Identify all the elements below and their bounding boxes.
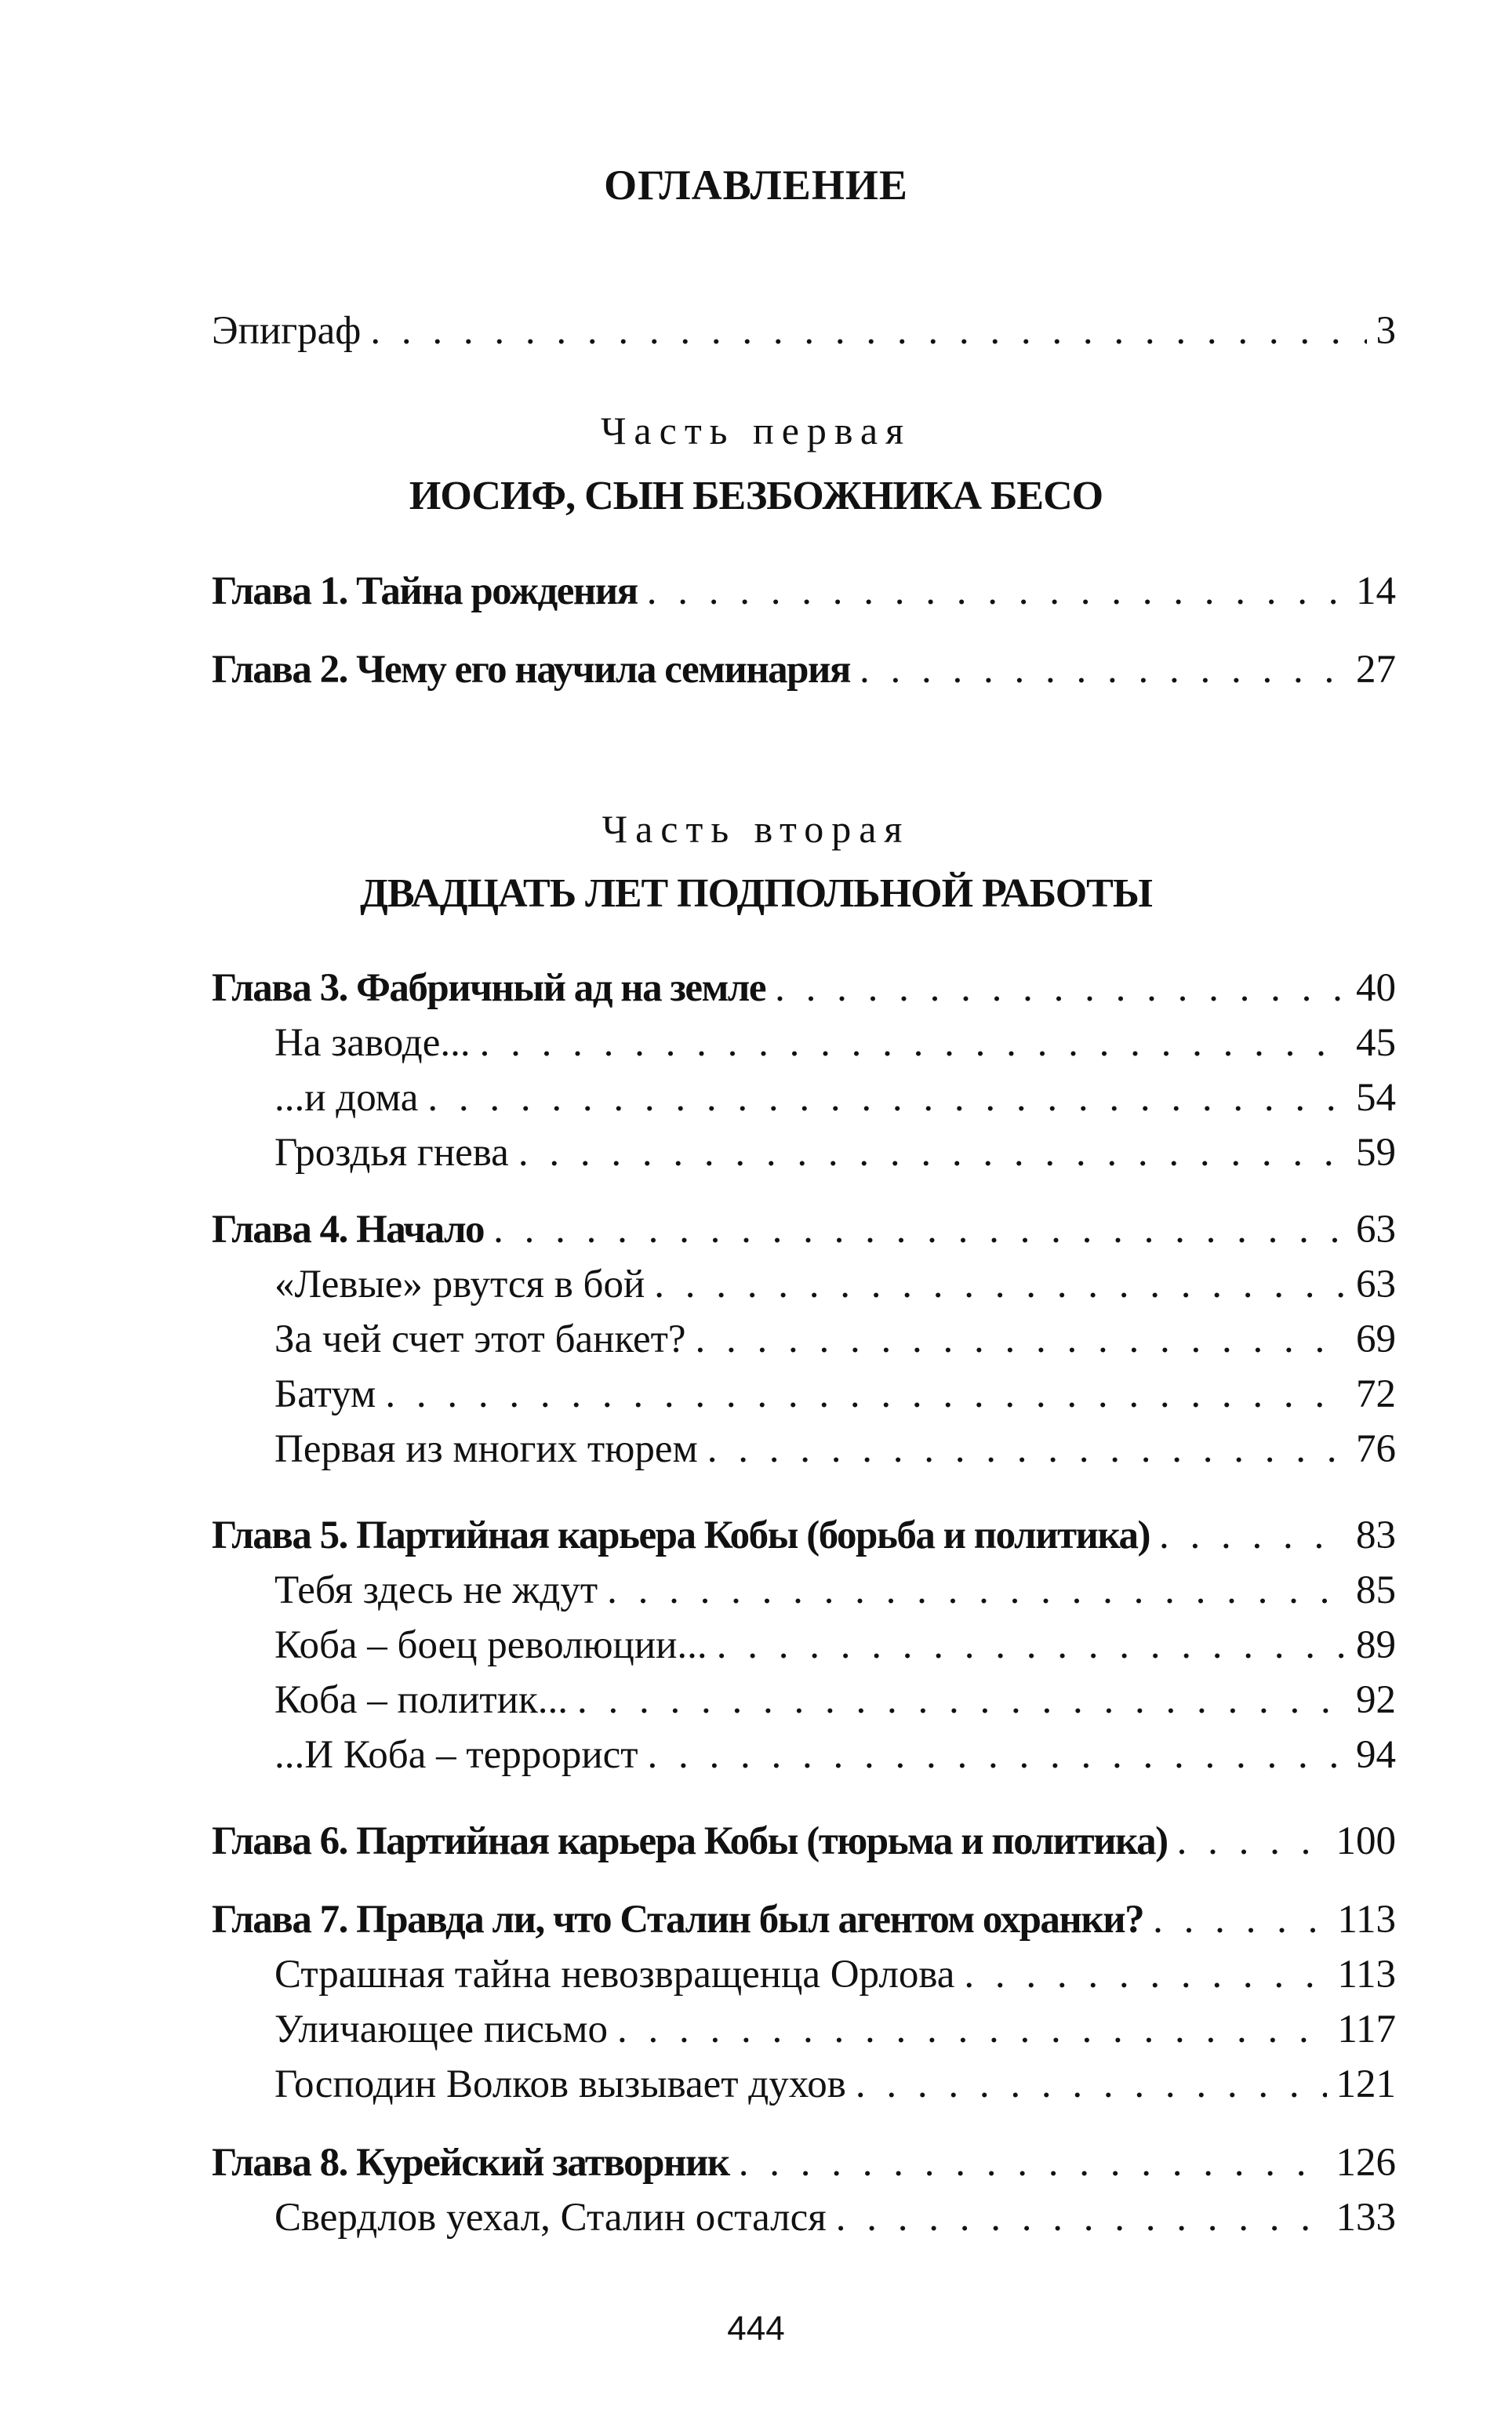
dot-leader <box>717 1620 1347 1670</box>
dot-leader <box>964 1949 1328 2000</box>
toc-entry-section <box>274 1949 1396 2000</box>
toc-entry-section <box>274 1018 1396 1068</box>
entry-page-number: 27 <box>1356 648 1396 692</box>
entry-page-number: 83 <box>1356 1513 1396 1557</box>
entry-label: За чей счет этот банкет? <box>274 1317 686 1361</box>
toc-entry-section <box>274 1369 1396 1419</box>
toc-entry-epigraph <box>212 306 1396 356</box>
part-title: ДВАДЦАТЬ ЛЕТ ПОДПОЛЬНОЙ РАБОТЫ <box>360 871 1152 916</box>
entry-page-number: 126 <box>1336 2141 1396 2185</box>
entry-page-number: 133 <box>1336 2196 1396 2240</box>
toc-entry-section <box>274 2004 1396 2055</box>
entry-page-number: 92 <box>1356 1678 1396 1722</box>
part-title: ИОСИФ, СЫН БЕЗБОЖНИКА БЕСО <box>409 474 1103 518</box>
part-label: Часть первая <box>600 409 912 452</box>
entry-label: ...и дома <box>274 1076 419 1120</box>
toc-entry-section <box>274 1730 1396 1780</box>
dot-leader <box>860 645 1347 695</box>
page-number-footer: 444 <box>727 2309 785 2348</box>
entry-label: ...И Коба – террорист <box>274 1733 638 1777</box>
entry-label: «Левые» рвутся в бой <box>274 1263 645 1306</box>
toc-entry-chapter <box>212 1816 1396 1866</box>
dot-leader <box>1153 1895 1328 1945</box>
toc-entry-section <box>274 1620 1396 1670</box>
toc-entry-chapter <box>212 1510 1396 1561</box>
entry-label: Коба – боец революции... <box>274 1623 707 1667</box>
entry-page-number: 59 <box>1356 1131 1396 1175</box>
entry-page-number: 14 <box>1356 569 1396 613</box>
entry-page-number: 72 <box>1356 1372 1396 1416</box>
dot-leader <box>836 2193 1327 2243</box>
dot-leader <box>480 1018 1347 1068</box>
entry-label: Глава 8. Курейский затворник <box>212 2141 729 2185</box>
toc-entry-chapter <box>212 963 1396 1013</box>
dot-leader <box>654 1259 1347 1310</box>
toc-entry-section <box>274 1128 1396 1178</box>
entry-page-number: 117 <box>1337 2008 1396 2051</box>
dot-leader <box>427 1073 1347 1123</box>
entry-label: Первая из многих тюрем <box>274 1427 698 1471</box>
dot-leader <box>775 963 1347 1013</box>
entry-page-number: 40 <box>1356 966 1396 1010</box>
entry-page-number: 3 <box>1376 309 1396 353</box>
entry-page-number: 113 <box>1337 1953 1396 1997</box>
entry-label: Глава 2. Чему его научила семинария <box>212 648 850 692</box>
entry-label: Коба – политик... <box>274 1678 569 1722</box>
dot-leader <box>493 1205 1347 1255</box>
toc-entry-section <box>274 1259 1396 1310</box>
dot-leader <box>856 2059 1327 2109</box>
entry-label: Страшная тайна невозвращенца Орлова <box>274 1953 955 1997</box>
entry-label: Тебя здесь не ждут <box>274 1568 598 1612</box>
dot-leader <box>647 566 1347 616</box>
dot-leader <box>518 1128 1347 1178</box>
toc-entry-chapter <box>212 2138 1396 2188</box>
dot-leader <box>1177 1816 1327 1866</box>
dot-leader <box>577 1675 1347 1725</box>
toc-entry-chapter <box>212 566 1396 616</box>
entry-page-number: 63 <box>1356 1208 1396 1252</box>
dot-leader <box>648 1730 1347 1780</box>
part-label: Часть вторая <box>602 807 910 851</box>
entry-page-number: 85 <box>1356 1568 1396 1612</box>
dot-leader <box>696 1314 1347 1364</box>
entry-page-number: 69 <box>1356 1317 1396 1361</box>
toc-entry-section <box>274 1675 1396 1725</box>
dot-leader <box>1159 1510 1347 1561</box>
toc-entry-section <box>274 1314 1396 1364</box>
entry-label: Глава 1. Тайна рождения <box>212 569 638 613</box>
toc-entry-section <box>274 2059 1396 2109</box>
dot-leader <box>707 1424 1347 1474</box>
dot-leader <box>617 2004 1328 2055</box>
toc-entry-chapter <box>212 1895 1396 1945</box>
toc-entry-chapter <box>212 1205 1396 1255</box>
toc-entry-chapter <box>212 645 1396 695</box>
entry-label: Уличающее письмо <box>274 2008 609 2051</box>
entry-page-number: 121 <box>1336 2062 1396 2106</box>
entry-label: Эпиграф <box>212 309 362 353</box>
toc-entry-section <box>274 2193 1396 2243</box>
entry-page-number: 76 <box>1356 1427 1396 1471</box>
entry-page-number: 100 <box>1336 1819 1396 1863</box>
page-title: ОГЛАВЛЕНИЕ <box>604 162 908 209</box>
toc-entry-section <box>274 1565 1396 1615</box>
dot-leader <box>739 2138 1327 2188</box>
entry-label: Свердлов уехал, Сталин остался <box>274 2196 827 2240</box>
entry-page-number: 94 <box>1356 1733 1396 1777</box>
dot-leader <box>385 1369 1347 1419</box>
toc-entry-section <box>274 1073 1396 1123</box>
entry-page-number: 54 <box>1356 1076 1396 1120</box>
entry-label: Глава 5. Партийная карьера Кобы (борьба и политика) <box>212 1513 1150 1557</box>
entry-page-number: 63 <box>1356 1263 1396 1306</box>
entry-label: Глава 7. Правда ли, что Сталин был агентом охранки? <box>212 1898 1144 1942</box>
entry-page-number: 89 <box>1356 1623 1396 1667</box>
entry-label: Глава 4. Начало <box>212 1208 485 1252</box>
dot-leader <box>370 306 1366 356</box>
entry-label: Гроздья гнева <box>274 1131 509 1175</box>
entry-page-number: 113 <box>1337 1898 1396 1942</box>
dot-leader <box>607 1565 1347 1615</box>
entry-label: Господин Волков вызывает духов <box>274 2062 846 2106</box>
toc-entry-section <box>274 1424 1396 1474</box>
entry-label: На заводе... <box>274 1021 471 1065</box>
entry-page-number: 45 <box>1356 1021 1396 1065</box>
entry-label: Глава 6. Партийная карьера Кобы (тюрьма и политика) <box>212 1819 1168 1863</box>
entry-label: Батум <box>274 1372 376 1416</box>
entry-label: Глава 3. Фабричный ад на земле <box>212 966 766 1010</box>
